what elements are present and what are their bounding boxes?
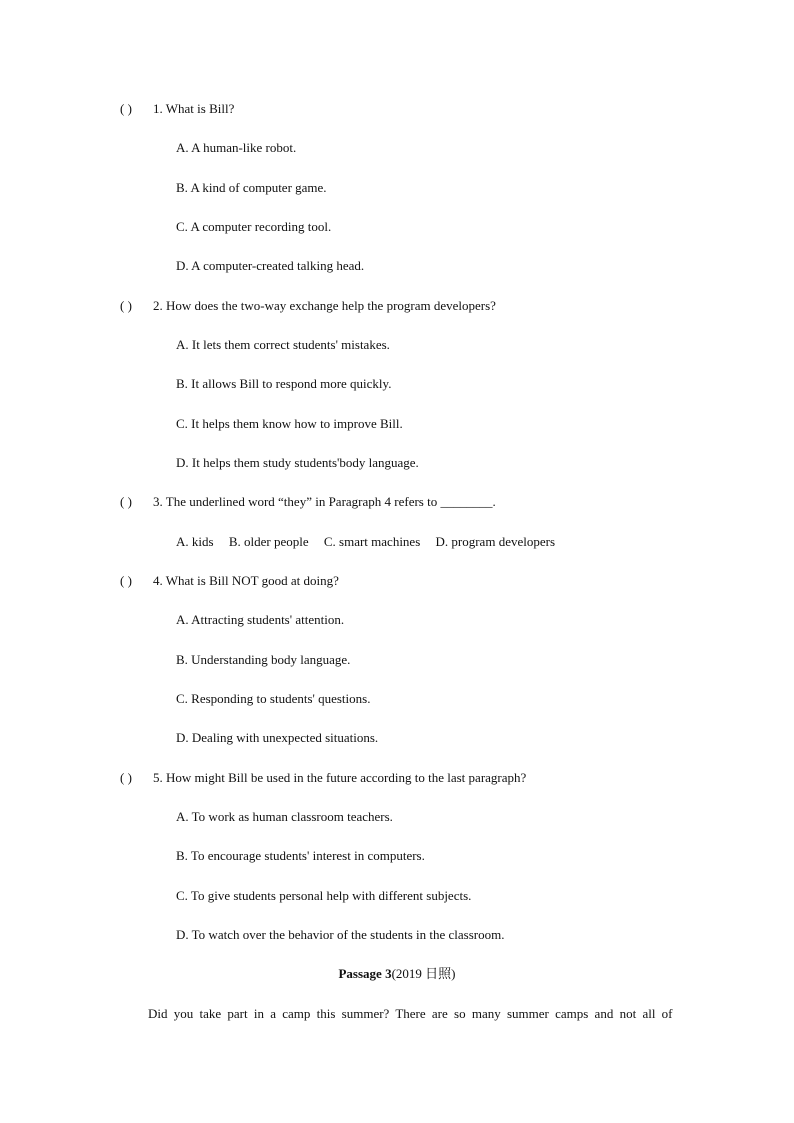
option-4a: A. Attracting students' attention. — [176, 612, 345, 627]
question-2 — [120, 298, 496, 314]
options-row-3 — [176, 534, 567, 550]
option-3c: C. smart machines — [323, 534, 421, 549]
option-5b: B. To encourage students' interest in computers. — [176, 848, 425, 863]
question-3 — [120, 494, 496, 510]
option-4b: B. Understanding body language. — [176, 652, 351, 667]
option-1b: B. A kind of computer game. — [176, 180, 327, 195]
answer-blank[interactable]: ( ) — [120, 770, 132, 785]
passage-title-bold: Passage 3 — [338, 966, 392, 981]
option-4c: C. Responding to students' questions. — [176, 691, 371, 706]
passage-title-source: (2019 日照) — [391, 966, 456, 981]
question-stem: 2. How does the two-way exchange help the program developers? — [153, 298, 496, 313]
option-5a: A. To work as human classroom teachers. — [176, 809, 393, 824]
question-4 — [120, 573, 339, 589]
option-2b: B. It allows Bill to respond more quickly. — [176, 376, 392, 391]
option-3d: D. program developers — [435, 534, 556, 549]
answer-blank[interactable]: ( ) — [120, 101, 132, 116]
passage-title — [0, 966, 794, 982]
option-2d: D. It helps them study students'body language. — [176, 455, 419, 470]
question-stem: 3. The underlined word “they” in Paragraph 4 refers to ________. — [153, 494, 496, 509]
answer-blank[interactable]: ( ) — [120, 494, 132, 509]
question-stem: 1. What is Bill? — [153, 101, 235, 116]
option-3b: B. older people — [228, 534, 309, 549]
question-stem: 4. What is Bill NOT good at doing? — [153, 573, 339, 588]
option-2c: C. It helps them know how to improve Bill. — [176, 416, 403, 431]
option-4d: D. Dealing with unexpected situations. — [176, 730, 379, 745]
answer-blank[interactable]: ( ) — [120, 573, 132, 588]
option-1c: C. A computer recording tool. — [176, 219, 332, 234]
option-5c: C. To give students personal help with different subjects. — [176, 888, 472, 903]
passage-paragraph: Did you take part in a camp this summer? There are so many summer camps and not all of — [148, 1006, 673, 1021]
option-3a: A. kids — [176, 534, 214, 549]
question-5 — [120, 770, 526, 786]
option-1d: D. A computer-created talking head. — [176, 258, 365, 273]
option-5d: D. To watch over the behavior of the students in the classroom. — [176, 927, 505, 942]
question-stem: 5. How might Bill be used in the future according to the last paragraph? — [153, 770, 527, 785]
option-1a: A. A human-like robot. — [176, 140, 297, 155]
answer-blank[interactable]: ( ) — [120, 298, 132, 313]
option-2a: A. It lets them correct students' mistakes. — [176, 337, 390, 352]
question-1 — [120, 101, 234, 117]
